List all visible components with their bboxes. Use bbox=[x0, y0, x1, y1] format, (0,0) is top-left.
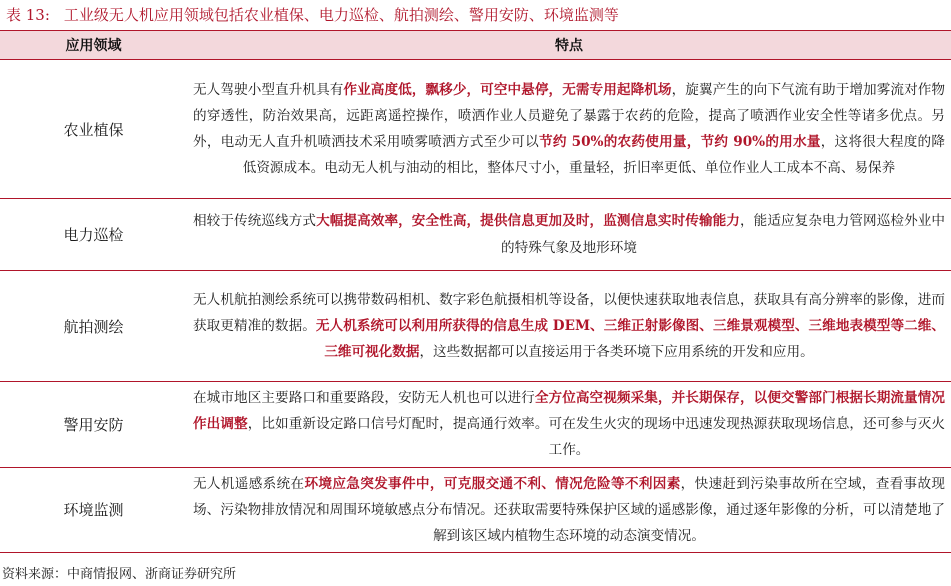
table-body bbox=[0, 60, 951, 553]
table-row bbox=[0, 467, 951, 553]
caption-label: 表 13: bbox=[6, 6, 50, 24]
table-row bbox=[0, 271, 951, 382]
desc-text: 无人机遥感系统在 bbox=[193, 475, 305, 492]
application-table bbox=[0, 30, 951, 553]
row-description bbox=[187, 271, 951, 382]
table-row bbox=[0, 199, 951, 271]
highlight-text: 作业高度低，飘移少，可空中悬停，无需专用起降机场 bbox=[343, 81, 672, 98]
table-caption bbox=[6, 4, 946, 26]
desc-text: 无人驾驶小型直升机具有 bbox=[193, 81, 344, 98]
highlight-text: 节约 50%的农药使用量，节约 90%的用水量 bbox=[538, 134, 821, 150]
highlight-text: 大幅提高效率，安全性高，提供信息更加及时，监测信息实时传输能力 bbox=[316, 213, 740, 230]
table-header-row bbox=[0, 31, 951, 60]
highlight-text: 环境应急突发事件中，可克服交通不利、情况危险等不利因素 bbox=[304, 475, 681, 492]
table-row bbox=[0, 382, 951, 468]
desc-text: ，这将很大程度的降低资源成本。电动无人机与油动的相比，整体尺寸小，重量轻，折旧率更低、单位作业人工成本不高、易保养 bbox=[242, 134, 945, 177]
header-field: 应用领域 bbox=[0, 31, 187, 60]
row-field: 环境监测 bbox=[0, 467, 187, 553]
desc-text: ，快速赶到污染事故所在空域，查看事故现场、污染物排放情况和周围环境敏感点分布情况。还获取需要特殊保护区域的遥感影像，通过逐年影像的分析，可以清楚地了解到该区域内植物生态环境的动态演变情况。 bbox=[193, 475, 946, 545]
source-note: 资料来源：中商情报网、浙商证券研究所 bbox=[2, 567, 237, 582]
desc-text: ，比如重新设定路口信号灯配时，提高通行效率。可在发生火灾的现场中迅速发现热源获取现场信息，还可参与灭火工作。 bbox=[247, 416, 946, 459]
row-field: 航拍测绘 bbox=[0, 271, 187, 382]
row-field: 农业植保 bbox=[0, 60, 187, 199]
row-description bbox=[187, 199, 951, 271]
header-features: 特点 bbox=[187, 31, 951, 60]
desc-text: 在城市地区主要路口和重要路段，安防无人机也可以进行 bbox=[193, 390, 535, 406]
row-field: 电力巡检 bbox=[0, 199, 187, 271]
row-description bbox=[187, 60, 951, 199]
desc-text: ，能适应复杂电力管网巡检外业中的特殊气象及地形环境 bbox=[501, 213, 946, 256]
row-description bbox=[187, 382, 951, 468]
caption-title: 工业级无人机应用领域包括农业植保、电力巡检、航拍测绘、警用安防、环境监测等 bbox=[63, 6, 619, 24]
desc-text: 相较于传统巡线方式 bbox=[193, 213, 317, 230]
row-description bbox=[187, 467, 951, 553]
highlight-text: 全方位高空视频采集，并长期保存，以便交警部门根据长期流量情况作出调整 bbox=[193, 390, 946, 433]
row-field: 警用安防 bbox=[0, 382, 187, 468]
table-row bbox=[0, 60, 951, 199]
highlight-text: 无人机系统可以利用所获得的信息生成 DEM、三维正射影像图、三维景观模型、三维地表模型等二维、三维可视化数据 bbox=[315, 317, 945, 361]
desc-text: ，这些数据都可以直接运用于各类环境下应用系统的开发和应用。 bbox=[419, 344, 814, 361]
desc-text: 无人机航拍测绘系统可以携带数码相机、数字彩色航摄相机等设备，以便快速获取地表信息，获取具有高分辨率的影像，进而获取更精准的数据。 bbox=[193, 291, 945, 334]
desc-text: ，旋翼产生的向下气流有助于增加雾流对作物的穿透性，防治效果高，远距离遥控操作，喷洒作业人员避免了暴露于农药的危险，提高了喷洒作业安全性等诸多优点。另外，电动无人直升机喷洒技术采用喷雾喷洒方式至少可以 bbox=[193, 81, 946, 150]
